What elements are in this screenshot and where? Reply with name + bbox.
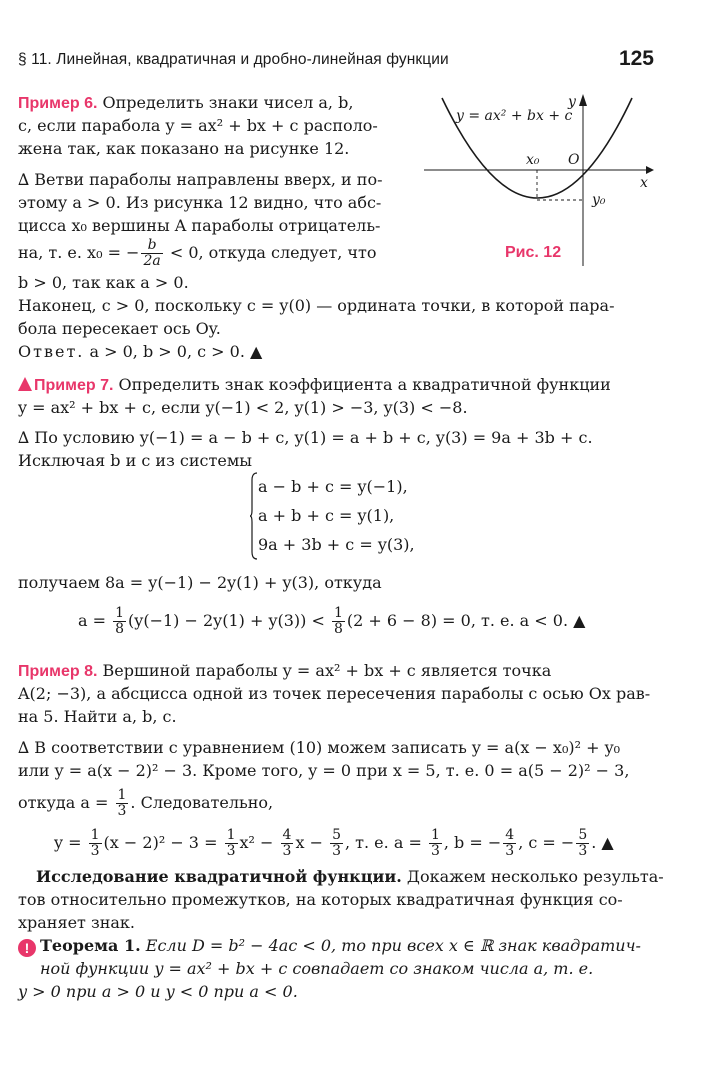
example8-result: y = $\frac{1}{3}$ (x − 2)² − 3 = $\frac{1}{3}$ x² − $\frac{4}{3}$ x − $\frac{5}{3}$ , т. е. a = $\frac{1}{3}$ , b = − $\frac{4}{3}$ , c = − $\frac{5}{3}$ . ▲ (54, 827, 614, 859)
page-header (18, 48, 654, 78)
example7-formula: a = $\frac{1}{8}$ (y(−1) − 2y(1) + y(3)) < $\frac{1}{8}$ (2 + 6 − 8) = 0, т. е. a < 0. ▲ (78, 605, 586, 637)
equation-system (250, 472, 450, 562)
theorem-line-2: ной функции y = ax² + bx + c совпадает со знаком числа a, т. е. (40, 959, 594, 978)
research-heading: Исследование квадратичной функции. (36, 867, 402, 886)
example8-line-5: или y = a(x − 2)² − 3. Кроме того, y = 0 при x = 5, т. е. 0 = a(5 − 2)² − 3, (18, 761, 630, 780)
theorem-line-1: ! Теорема 1. Если D = b² − 4ac < 0, то при всех x ∈ ℝ знак квадратич- (18, 935, 641, 957)
example6-answer: Ответ. a > 0, b > 0, c > 0. ▲ (18, 342, 263, 361)
example8-line-6: откуда a = $\frac{1}{3}$ . Следовательно, (18, 787, 274, 819)
example7-line-1: Пример 7. Определить знак коэффициента a квадратичной функции (18, 374, 611, 397)
example6-line-9: Наконец, c > 0, поскольку c = y(0) — ордината точки, в которой пара- (18, 296, 615, 315)
figure-caption: Рис. 12 (505, 244, 562, 261)
y0-label: y₀ (592, 192, 606, 208)
example7-line-3: ∆ По условию y(−1) = a − b + c, y(1) = a + b + c, y(3) = 9a + 3b + c. (18, 428, 593, 447)
example6-line-1: Пример 6. Определить знаки чисел a, b, (18, 93, 354, 112)
y-axis-arrow (579, 94, 587, 106)
x-axis-label: x (640, 175, 648, 191)
answer-label: Ответ. (18, 342, 85, 361)
theorem-label: Теорема 1. (40, 936, 141, 955)
parabola-figure (420, 90, 660, 270)
example7-line-4: Исключая b и c из системы (18, 451, 252, 470)
example6-line-3: жена так, как показано на рисунке 12. (18, 139, 350, 158)
y-axis-label: y (568, 94, 576, 110)
section-title: § 11. Линейная, квадратичная и дробно-линейная функции (18, 51, 449, 68)
example7-title: Пример 7. (34, 377, 114, 394)
example8-line-2: A(2; −3), а абсцисса одной из точек пересечения параболы с осью Ox рав- (18, 684, 651, 703)
research-line-3: храняет знак. (18, 913, 135, 932)
example6-line-5: этому a > 0. Из рисунка 12 видно, что абс- (18, 193, 382, 212)
x-axis-arrow (646, 166, 654, 174)
research-line-2: тов относительно промежутков, на которых квадратичная функция со- (18, 890, 623, 909)
exclamation-icon: ! (18, 939, 36, 957)
example7-line-5: получаем 8a = y(−1) − 2y(1) + y(3), откуда (18, 573, 382, 592)
example6-line-4: ∆ Ветви параболы направлены вверх, и по- (18, 170, 383, 189)
example6-line-7: на, т. е. x₀ = − $\frac{b}{2a}$ < 0, откуда следует, что (18, 237, 377, 269)
example7-line-2: y = ax² + bx + c, если y(−1) < 2, y(1) > −3, y(3) < −8. (18, 398, 468, 417)
example8-line-1: Пример 8. Вершиной параболы y = ax² + bx + c является точка (18, 661, 552, 680)
example8-line-4: ∆ В соответствии с уравнением (10) можем записать y = a(x − x₀)² + y₀ (18, 738, 621, 757)
x0-label: x₀ (526, 152, 540, 168)
origin-label: O (568, 152, 580, 168)
example6-line-2: c, если парабола y = ax² + bx + c располо- (18, 116, 378, 135)
example8-title: Пример 8. (18, 663, 98, 680)
example8-line-3: на 5. Найти a, b, c. (18, 707, 177, 726)
research-line-1: Исследование квадратичной функции. Докажем несколько результа- (36, 867, 664, 886)
triangle-icon (18, 377, 32, 391)
example6-line-8: b > 0, так как a > 0. (18, 273, 189, 292)
theorem-line-3: y > 0 при a > 0 и y < 0 при a < 0. (18, 982, 298, 1001)
system-eq-1: a − b + c = y(−1), (258, 477, 408, 496)
example6-title: Пример 6. (18, 95, 98, 112)
system-eq-3: 9a + 3b + c = y(3), (258, 535, 415, 554)
example6-line-10: бола пересекает ось Oy. (18, 319, 221, 338)
system-brace (250, 472, 258, 560)
parabola-label: y = ax² + bx + c (456, 108, 573, 124)
system-eq-2: a + b + c = y(1), (258, 506, 395, 525)
example6-line-6: цисса x₀ вершины A параболы отрицатель- (18, 216, 381, 235)
fraction-b-2a: $\frac{b}{2a}$ (143, 237, 161, 269)
page-number: 125 (618, 47, 654, 70)
